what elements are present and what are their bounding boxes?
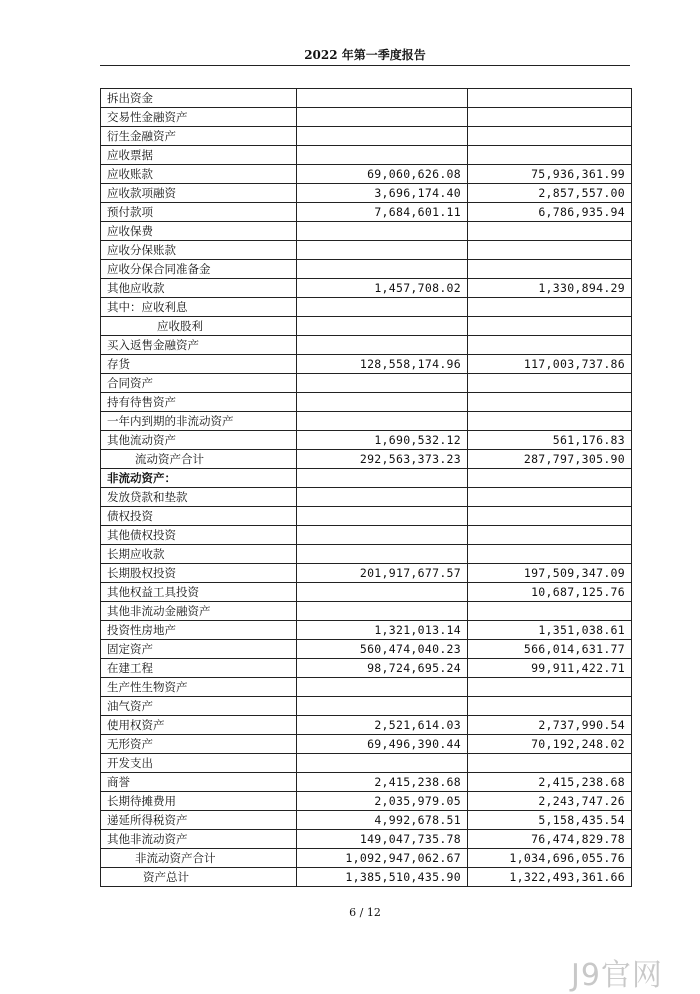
period-end-value	[297, 241, 468, 260]
period-end-value: 1,385,510,435.90	[297, 868, 468, 887]
prior-year-end-value	[468, 507, 632, 526]
period-end-value: 3,696,174.40	[297, 184, 468, 203]
table-row	[101, 659, 632, 678]
prior-year-end-value	[468, 222, 632, 241]
row-label: 开发支出	[101, 754, 297, 773]
period-end-value: 69,060,626.08	[297, 165, 468, 184]
prior-year-end-value	[468, 469, 632, 488]
period-end-value	[297, 127, 468, 146]
table-row	[101, 184, 632, 203]
row-label: 资产总计	[101, 868, 297, 887]
row-label: 应收款项融资	[101, 184, 297, 203]
period-end-value	[297, 146, 468, 165]
table-row	[101, 203, 632, 222]
prior-year-end-value	[468, 336, 632, 355]
prior-year-end-value	[468, 146, 632, 165]
prior-year-end-value: 10,687,125.76	[468, 583, 632, 602]
period-end-value: 292,563,373.23	[297, 450, 468, 469]
period-end-value	[297, 697, 468, 716]
row-label: 应收保费	[101, 222, 297, 241]
row-label: 长期股权投资	[101, 564, 297, 583]
period-end-value: 1,321,013.14	[297, 621, 468, 640]
period-end-value: 1,690,532.12	[297, 431, 468, 450]
period-end-value	[297, 526, 468, 545]
table-row	[101, 393, 632, 412]
prior-year-end-value	[468, 374, 632, 393]
table-row	[101, 355, 632, 374]
prior-year-end-value: 561,176.83	[468, 431, 632, 450]
prior-year-end-value: 2,737,990.54	[468, 716, 632, 735]
table-row	[101, 298, 632, 317]
period-end-value: 7,684,601.11	[297, 203, 468, 222]
row-label: 投资性房地产	[101, 621, 297, 640]
table-row	[101, 431, 632, 450]
period-end-value	[297, 507, 468, 526]
prior-year-end-value	[468, 526, 632, 545]
prior-year-end-value	[468, 488, 632, 507]
period-end-value	[297, 488, 468, 507]
table-row	[101, 127, 632, 146]
table-row	[101, 279, 632, 298]
prior-year-end-value	[468, 412, 632, 431]
prior-year-end-value	[468, 108, 632, 127]
balance-sheet-table	[100, 88, 632, 887]
period-end-value	[297, 108, 468, 127]
table-row	[101, 716, 632, 735]
row-label: 油气资产	[101, 697, 297, 716]
period-end-value: 2,035,979.05	[297, 792, 468, 811]
table-row	[101, 241, 632, 260]
row-label: 应收分保合同准备金	[101, 260, 297, 279]
prior-year-end-value: 117,003,737.86	[468, 355, 632, 374]
table-row	[101, 792, 632, 811]
row-label: 其他应收款	[101, 279, 297, 298]
balance-sheet-body	[101, 89, 632, 887]
row-label: 生产性生物资产	[101, 678, 297, 697]
table-row	[101, 754, 632, 773]
row-label: 其中：应收利息	[101, 298, 297, 317]
table-row	[101, 640, 632, 659]
period-end-value: 1,092,947,062.67	[297, 849, 468, 868]
table-row	[101, 108, 632, 127]
row-label: 持有待售资产	[101, 393, 297, 412]
row-label: 一年内到期的非流动资产	[101, 412, 297, 431]
period-end-value: 201,917,677.57	[297, 564, 468, 583]
prior-year-end-value	[468, 298, 632, 317]
table-row	[101, 488, 632, 507]
row-label: 使用权资产	[101, 716, 297, 735]
row-label: 其他债权投资	[101, 526, 297, 545]
period-end-value	[297, 393, 468, 412]
table-row	[101, 336, 632, 355]
row-label: 其他流动资产	[101, 431, 297, 450]
period-end-value	[297, 336, 468, 355]
period-end-value	[297, 545, 468, 564]
period-end-value: 149,047,735.78	[297, 830, 468, 849]
table-row	[101, 545, 632, 564]
period-end-value	[297, 260, 468, 279]
period-end-value: 69,496,390.44	[297, 735, 468, 754]
table-row	[101, 526, 632, 545]
table-row	[101, 697, 632, 716]
prior-year-end-value	[468, 678, 632, 697]
period-end-value	[297, 222, 468, 241]
period-end-value: 560,474,040.23	[297, 640, 468, 659]
row-label: 在建工程	[101, 659, 297, 678]
table-row	[101, 507, 632, 526]
table-row	[101, 146, 632, 165]
table-row	[101, 735, 632, 754]
period-end-value: 128,558,174.96	[297, 355, 468, 374]
table-row	[101, 564, 632, 583]
period-end-value	[297, 754, 468, 773]
table-row	[101, 260, 632, 279]
prior-year-end-value: 566,014,631.77	[468, 640, 632, 659]
row-label: 应收账款	[101, 165, 297, 184]
prior-year-end-value: 1,034,696,055.76	[468, 849, 632, 868]
prior-year-end-value: 2,243,747.26	[468, 792, 632, 811]
table-row	[101, 849, 632, 868]
row-label: 非流动资产合计	[101, 849, 297, 868]
prior-year-end-value	[468, 602, 632, 621]
period-end-value	[297, 602, 468, 621]
row-label: 长期待摊费用	[101, 792, 297, 811]
prior-year-end-value	[468, 697, 632, 716]
prior-year-end-value: 99,911,422.71	[468, 659, 632, 678]
row-label: 衍生金融资产	[101, 127, 297, 146]
table-row	[101, 89, 632, 108]
row-label: 发放贷款和垫款	[101, 488, 297, 507]
period-end-value: 1,457,708.02	[297, 279, 468, 298]
prior-year-end-value: 1,322,493,361.66	[468, 868, 632, 887]
row-label: 商誉	[101, 773, 297, 792]
period-end-value	[297, 678, 468, 697]
prior-year-end-value	[468, 393, 632, 412]
table-row	[101, 165, 632, 184]
prior-year-end-value: 75,936,361.99	[468, 165, 632, 184]
prior-year-end-value	[468, 241, 632, 260]
row-label: 应收股利	[101, 317, 297, 336]
table-row	[101, 602, 632, 621]
period-end-value	[297, 374, 468, 393]
table-row	[101, 830, 632, 849]
table-row	[101, 811, 632, 830]
prior-year-end-value: 76,474,829.78	[468, 830, 632, 849]
page-header-title: 2022 年第一季度报告	[304, 48, 426, 62]
period-end-value	[297, 89, 468, 108]
row-label: 长期应收款	[101, 545, 297, 564]
prior-year-end-value: 6,786,935.94	[468, 203, 632, 222]
prior-year-end-value	[468, 545, 632, 564]
table-row	[101, 450, 632, 469]
header-rule	[100, 65, 630, 66]
prior-year-end-value	[468, 754, 632, 773]
page-number: 6 / 12	[349, 906, 381, 919]
row-label: 其他非流动金融资产	[101, 602, 297, 621]
row-label: 预付款项	[101, 203, 297, 222]
row-label: 应收分保账款	[101, 241, 297, 260]
prior-year-end-value	[468, 260, 632, 279]
table-row	[101, 678, 632, 697]
prior-year-end-value: 5,158,435.54	[468, 811, 632, 830]
prior-year-end-value	[468, 127, 632, 146]
period-end-value	[297, 317, 468, 336]
prior-year-end-value: 2,415,238.68	[468, 773, 632, 792]
row-label: 交易性金融资产	[101, 108, 297, 127]
table-row	[101, 583, 632, 602]
period-end-value	[297, 583, 468, 602]
prior-year-end-value: 70,192,248.02	[468, 735, 632, 754]
row-label: 债权投资	[101, 507, 297, 526]
table-row	[101, 317, 632, 336]
prior-year-end-value: 197,509,347.09	[468, 564, 632, 583]
prior-year-end-value	[468, 317, 632, 336]
row-label: 买入返售金融资产	[101, 336, 297, 355]
row-label: 拆出资金	[101, 89, 297, 108]
watermark-logo: J9官网	[571, 958, 663, 993]
period-end-value: 4,992,678.51	[297, 811, 468, 830]
row-label: 合同资产	[101, 374, 297, 393]
prior-year-end-value	[468, 89, 632, 108]
period-end-value: 2,521,614.03	[297, 716, 468, 735]
table-row	[101, 412, 632, 431]
row-label: 存货	[101, 355, 297, 374]
row-label: 固定资产	[101, 640, 297, 659]
table-row	[101, 773, 632, 792]
period-end-value	[297, 298, 468, 317]
prior-year-end-value: 2,857,557.00	[468, 184, 632, 203]
period-end-value: 98,724,695.24	[297, 659, 468, 678]
table-row	[101, 222, 632, 241]
row-label: 递延所得税资产	[101, 811, 297, 830]
table-row	[101, 374, 632, 393]
period-end-value: 2,415,238.68	[297, 773, 468, 792]
period-end-value	[297, 469, 468, 488]
table-row	[101, 621, 632, 640]
row-label: 其他非流动资产	[101, 830, 297, 849]
row-label: 应收票据	[101, 146, 297, 165]
row-label: 其他权益工具投资	[101, 583, 297, 602]
table-row	[101, 469, 632, 488]
row-label: 非流动资产：	[101, 469, 297, 488]
period-end-value	[297, 412, 468, 431]
row-label: 无形资产	[101, 735, 297, 754]
row-label: 流动资产合计	[101, 450, 297, 469]
prior-year-end-value: 1,351,038.61	[468, 621, 632, 640]
table-row	[101, 868, 632, 887]
prior-year-end-value: 1,330,894.29	[468, 279, 632, 298]
prior-year-end-value: 287,797,305.90	[468, 450, 632, 469]
